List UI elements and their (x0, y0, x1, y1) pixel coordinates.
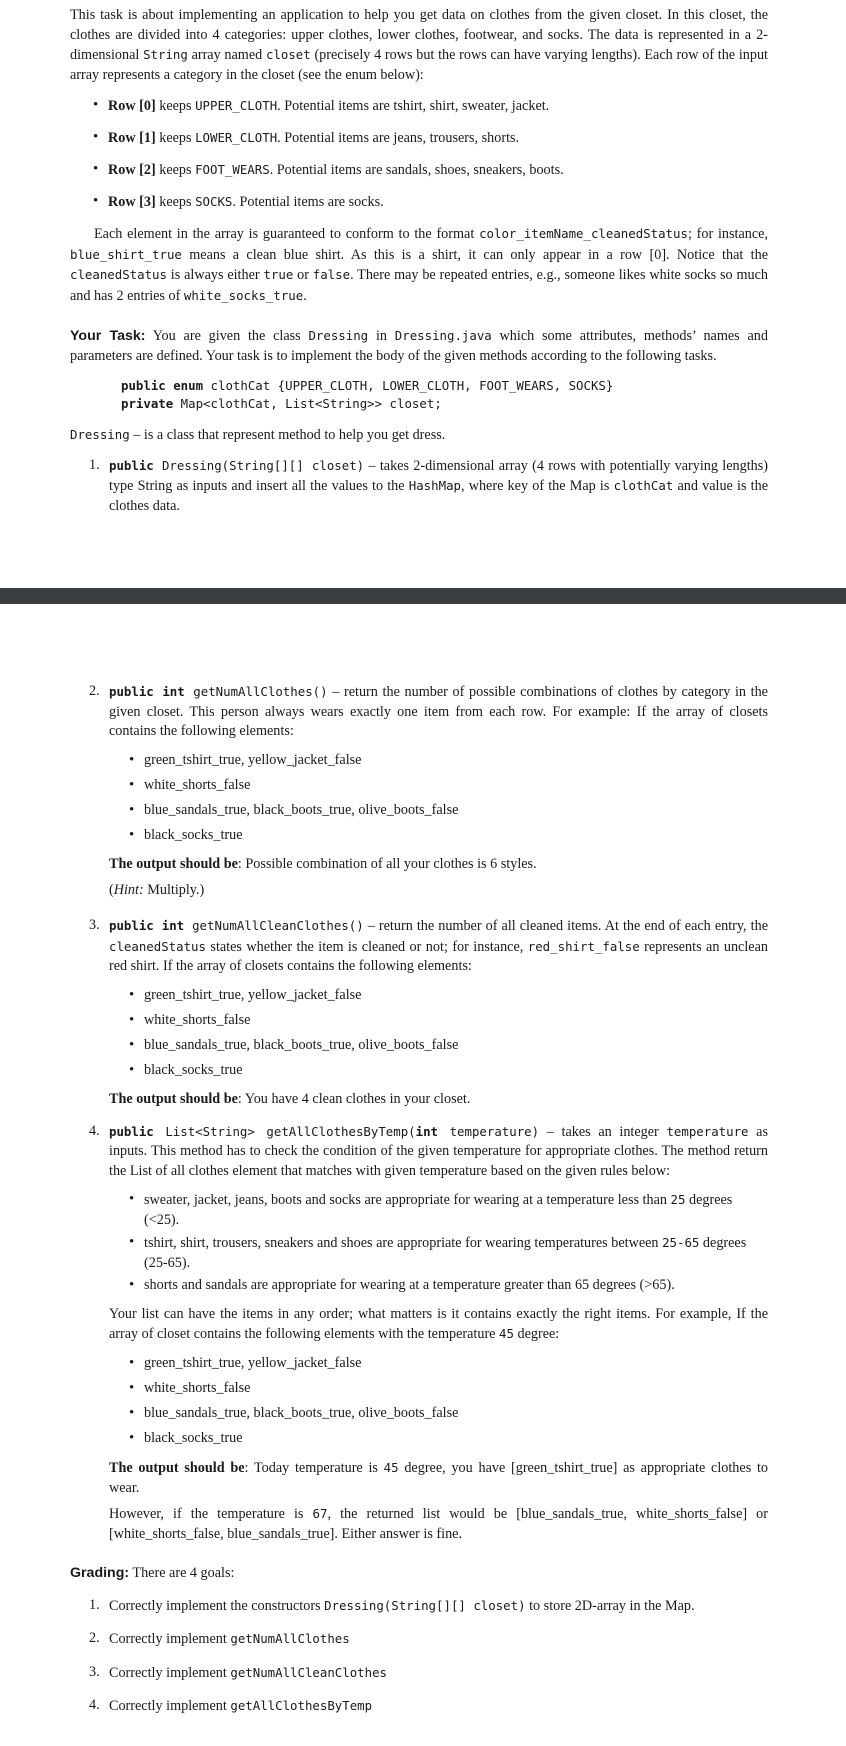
format-paragraph (70, 224, 768, 306)
example-item: • black_socks_true (144, 826, 768, 846)
method-text: – takes an integer (539, 1123, 667, 1140)
row-text: keeps (155, 194, 196, 210)
format-text: is always either (166, 267, 264, 283)
example-item: • blue_sandals_true, black_boots_true, olive_boots_false (144, 1036, 768, 1056)
hint-line: (Hint: Multiply.) (109, 881, 205, 898)
hint-label: Hint: (113, 881, 144, 898)
goal-number: 1. (89, 1596, 100, 1613)
method-code: red_shirt_false (527, 938, 640, 954)
method-signature: getNumAllClothes() (184, 684, 328, 699)
row-list (108, 96, 768, 213)
code-line (121, 395, 768, 413)
example-item: • white_shorts_false (144, 1379, 768, 1399)
rule-text: shorts and sandals are appropriate for wearing at a temperature greater than 65 degrees (>65). (144, 1277, 675, 1293)
goal-text: Correctly implement (109, 1631, 231, 1647)
rule-text: 25-65 (148, 1254, 182, 1271)
however-text: , the returned list would be [blue_sandals_true, white_shorts_false] or [white_shorts_false, blue_sandals_true]. Either answer is fine. (109, 1506, 768, 1542)
intro-paragraph (70, 6, 768, 85)
row-code: UPPER_CLOTH (195, 98, 278, 113)
row-label: Row [0] (108, 98, 156, 114)
row-label: Row [2] (108, 162, 156, 178)
method-text: as inputs. This method has to check the condition of the given temperature for appropriate clothes. The method return the List of all clothes element that matches with given temperature based on the given rules below: (109, 1123, 768, 1179)
code-text: clothCat {UPPER_CLOTH, LOWER_CLOTH, FOOT_WEARS, SOCKS} (203, 378, 614, 393)
method-text: – takes 2-dimensional array (4 rows with potentially varying lengths) type String as inputs and insert all the values to the (109, 457, 768, 494)
rule-text: degrees (< (144, 1192, 733, 1228)
task-heading: Your Task: (70, 328, 146, 344)
however-text: However, if the temperature is (109, 1506, 313, 1522)
format-code: white_socks_true (183, 287, 304, 303)
task-code: Dressing (308, 328, 369, 343)
task-text: in (368, 328, 395, 344)
code-line (121, 377, 768, 395)
format-code: true (263, 267, 294, 282)
method-number: 1. (89, 456, 100, 473)
output-line (109, 1458, 768, 1498)
method-keyword: public (109, 1123, 154, 1139)
code-keyword: public enum (121, 378, 204, 393)
task-text: which some attributes, methods’ names and parameters are defined. Your task is to implement the body of the given methods according to the following tasks. (70, 328, 768, 364)
format-code: blue_shirt_true (70, 246, 182, 262)
output-code: 45 (383, 1460, 399, 1475)
however-line (109, 1504, 768, 1544)
row-item (108, 128, 768, 149)
rule-text: ). (181, 1254, 191, 1271)
example-list (144, 1354, 768, 1449)
goal-code: getNumAllCleanClothes (230, 1664, 388, 1680)
goal-text: Correctly implement (109, 1664, 231, 1681)
intro-text-a: This task is about implementing an application to help you get data on clothes from the given closet. In this closet, the clothes are divided into 4 categories: upper clothes, lower clothes, footwear, and socks. The data is represented in a 2-dimensional (70, 7, 768, 63)
row-label: Row [3] (108, 194, 156, 210)
grading-heading: Grading: (70, 1565, 130, 1581)
row-item (108, 96, 768, 117)
method-number: 2. (89, 683, 100, 699)
output-text: degree, you have [green_tshirt_true] as appropriate clothes to wear. (109, 1460, 768, 1496)
method-keyword: public int (109, 684, 185, 699)
example-item: • black_socks_true (144, 1429, 768, 1449)
rule-text: tshirt, shirt, trousers, sneakers and shoes are appropriate for wearing temperatures between (144, 1235, 663, 1251)
task-paragraph (70, 326, 768, 366)
example-code: 45 (499, 1326, 514, 1341)
row-text: . Potential items are jeans, trousers, shorts. (277, 130, 520, 146)
rule-code: 25 (670, 1192, 686, 1207)
goal-text: to store 2D-array in the Map. (525, 1597, 695, 1614)
output-line (109, 1090, 768, 1110)
method-code: HashMap (408, 478, 461, 493)
method-item-constructor (70, 456, 768, 517)
row-text: . Potential items are tshirt, shirt, sweater, jacket. (277, 98, 550, 114)
hint-text: Multiply. (143, 881, 200, 898)
page-1 (0, 0, 846, 588)
task-code: Dressing.java (394, 328, 492, 343)
code-text: Map<clothCat, List<String>> closet; (173, 396, 442, 411)
dressing-paragraph (70, 425, 768, 446)
grading-goal (70, 1696, 768, 1717)
goal-code: getAllClothesByTemp (230, 1698, 373, 1713)
method-text: states whether the item is cleaned or not; for instance, (205, 938, 528, 955)
row-item (108, 160, 768, 181)
row-code: LOWER_CLOTH (195, 130, 278, 145)
format-text: ; for instance, (687, 226, 769, 242)
example-list (144, 986, 768, 1081)
method-code: cleanedStatus (109, 938, 206, 954)
output-label: The output should be (109, 856, 238, 872)
format-text: Each element in the array is guaranteed to conform to the format (94, 226, 480, 242)
grading-paragraph (70, 1564, 768, 1584)
code-keyword: private (121, 396, 174, 411)
example-text: Your list can have the items in any order; what matters is it contains exactly the right items. For example, If the array of closet contains the following elements with the temperature (109, 1305, 768, 1342)
goal-number: 3. (89, 1663, 100, 1680)
goal-number: 4. (89, 1697, 100, 1713)
format-text: means a clean blue shirt. As this is a shirt, it can only appear in a row [0]. Notice that the (181, 246, 768, 263)
row-text: . Potential items are sandals, shoes, sneakers, boots. (269, 162, 564, 178)
rule-item (144, 1190, 768, 1230)
example-item: • white_shorts_false (144, 776, 768, 796)
rule-text: 25 (156, 1211, 171, 1228)
row-label: Row [1] (108, 130, 156, 146)
row-text: keeps (155, 130, 196, 146)
intro-code-closet: closet (265, 47, 311, 62)
page-separator (0, 588, 846, 604)
example-item: • white_shorts_false (144, 1011, 768, 1031)
code-block (121, 377, 768, 413)
grading-goal-list (70, 1596, 768, 1717)
method-signature: temperature) (438, 1123, 540, 1139)
method-keyword: public int (109, 918, 185, 933)
output-text: : You have 4 clean clothes in your closet. (237, 1091, 471, 1107)
method-text: – return the number of possible combinations of clothes by category in the given closet. This person always wears exactly one item from each row. For example: If the array of closets contains the following elements: (109, 684, 768, 739)
row-text: keeps (155, 162, 196, 178)
rule-list (144, 1190, 768, 1296)
method-signature: List<String> getAllClothesByTemp( (153, 1123, 416, 1139)
goal-code: getNumAllClothes (230, 1631, 350, 1646)
example-item: • black_socks_true (144, 1061, 768, 1081)
method-number: 3. (89, 917, 100, 933)
method-text: – return the number of all cleaned items. At the end of each entry, the (363, 918, 768, 934)
method-code: temperature (666, 1123, 749, 1139)
page-2 (0, 604, 846, 1746)
intro-text-c: (precisely 4 rows but the rows can have varying lengths). Each row of the input array represents a category in the closet (see the enum below): (70, 47, 768, 83)
rule-item (144, 1276, 768, 1296)
row-code: SOCKS (195, 194, 233, 209)
method-text: and value is the clothes data. (109, 478, 768, 514)
output-text: : Possible combination of all your clothes is 6 styles. (237, 856, 537, 872)
example-item: • green_tshirt_true, yellow_jacket_false (144, 751, 768, 771)
grading-intro: There are 4 goals: (129, 1565, 235, 1581)
page-1-content (70, 6, 768, 516)
format-code: false (312, 267, 351, 282)
output-text: : Today temperature is (244, 1460, 384, 1476)
row-text: . Potential items are socks. (232, 194, 384, 210)
method-item-get-num-all-clothes (70, 682, 768, 900)
intro-text-b: array named (187, 47, 266, 63)
format-text: . There may be repeated entries, e.g., someone likes white socks so much and has 2 entries of (70, 267, 768, 304)
example-item: • blue_sandals_true, black_boots_true, olive_boots_false (144, 1404, 768, 1424)
format-code: cleanedStatus (70, 267, 167, 282)
method-signature: Dressing(String[][] closet) (153, 457, 365, 473)
goal-number: 2. (89, 1630, 100, 1646)
page-2-content (70, 682, 768, 1717)
rule-code: 25-65 (662, 1235, 700, 1250)
goal-code: Dressing(String[][] closet) (324, 1597, 526, 1613)
rule-text: degrees ( (144, 1235, 747, 1271)
format-code: color_itemName_cleanedStatus (479, 226, 688, 241)
method-item-get-all-clothes-by-temp (70, 1122, 768, 1545)
output-label: The output should be (109, 1091, 238, 1107)
grading-goal (70, 1596, 768, 1617)
format-text: . (303, 287, 307, 304)
example-item: • blue_sandals_true, black_boots_true, olive_boots_false (144, 801, 768, 821)
intro-code-string: String (143, 47, 188, 62)
method-signature: getNumAllCleanClothes() (184, 918, 364, 933)
dressing-code: Dressing (70, 427, 130, 442)
example-list (144, 751, 768, 846)
example-text: degree: (513, 1326, 560, 1342)
row-text: keeps (155, 98, 196, 114)
rule-text: sweater, jacket, jeans, boots and socks are appropriate for wearing at a temperature less than (144, 1192, 671, 1208)
example-item: • green_tshirt_true, yellow_jacket_false (144, 986, 768, 1006)
row-code: FOOT_WEARS (195, 162, 270, 177)
row-item (108, 192, 768, 213)
method-keyword: int (415, 1123, 439, 1139)
example-item: • green_tshirt_true, yellow_jacket_false (144, 1354, 768, 1374)
method-item-get-num-all-clean-clothes (70, 916, 768, 1110)
method-code: clothCat (613, 478, 674, 493)
method-text: represents an unclean red shirt. If the array of closets contains the following elements: (109, 938, 768, 974)
example-paragraph (109, 1305, 768, 1345)
however-code: 67 (312, 1506, 328, 1521)
method-number: 4. (89, 1122, 100, 1139)
method-keyword: public (109, 457, 154, 473)
rule-text: ). (170, 1211, 180, 1228)
method-list-1 (70, 456, 768, 517)
output-label: The output should be (109, 1460, 245, 1476)
task-text: You are given the class (145, 328, 309, 344)
dressing-text: – is a class that represent method to help you get dress. (129, 427, 446, 443)
grading-goal (70, 1663, 768, 1684)
format-text: or (293, 267, 313, 283)
goal-text: Correctly implement the constructors (109, 1597, 325, 1614)
goal-text: Correctly implement (109, 1698, 231, 1714)
grading-goal (70, 1629, 768, 1650)
output-line (109, 855, 768, 875)
rule-item (144, 1233, 768, 1273)
method-text: , where key of the Map is (460, 478, 614, 494)
